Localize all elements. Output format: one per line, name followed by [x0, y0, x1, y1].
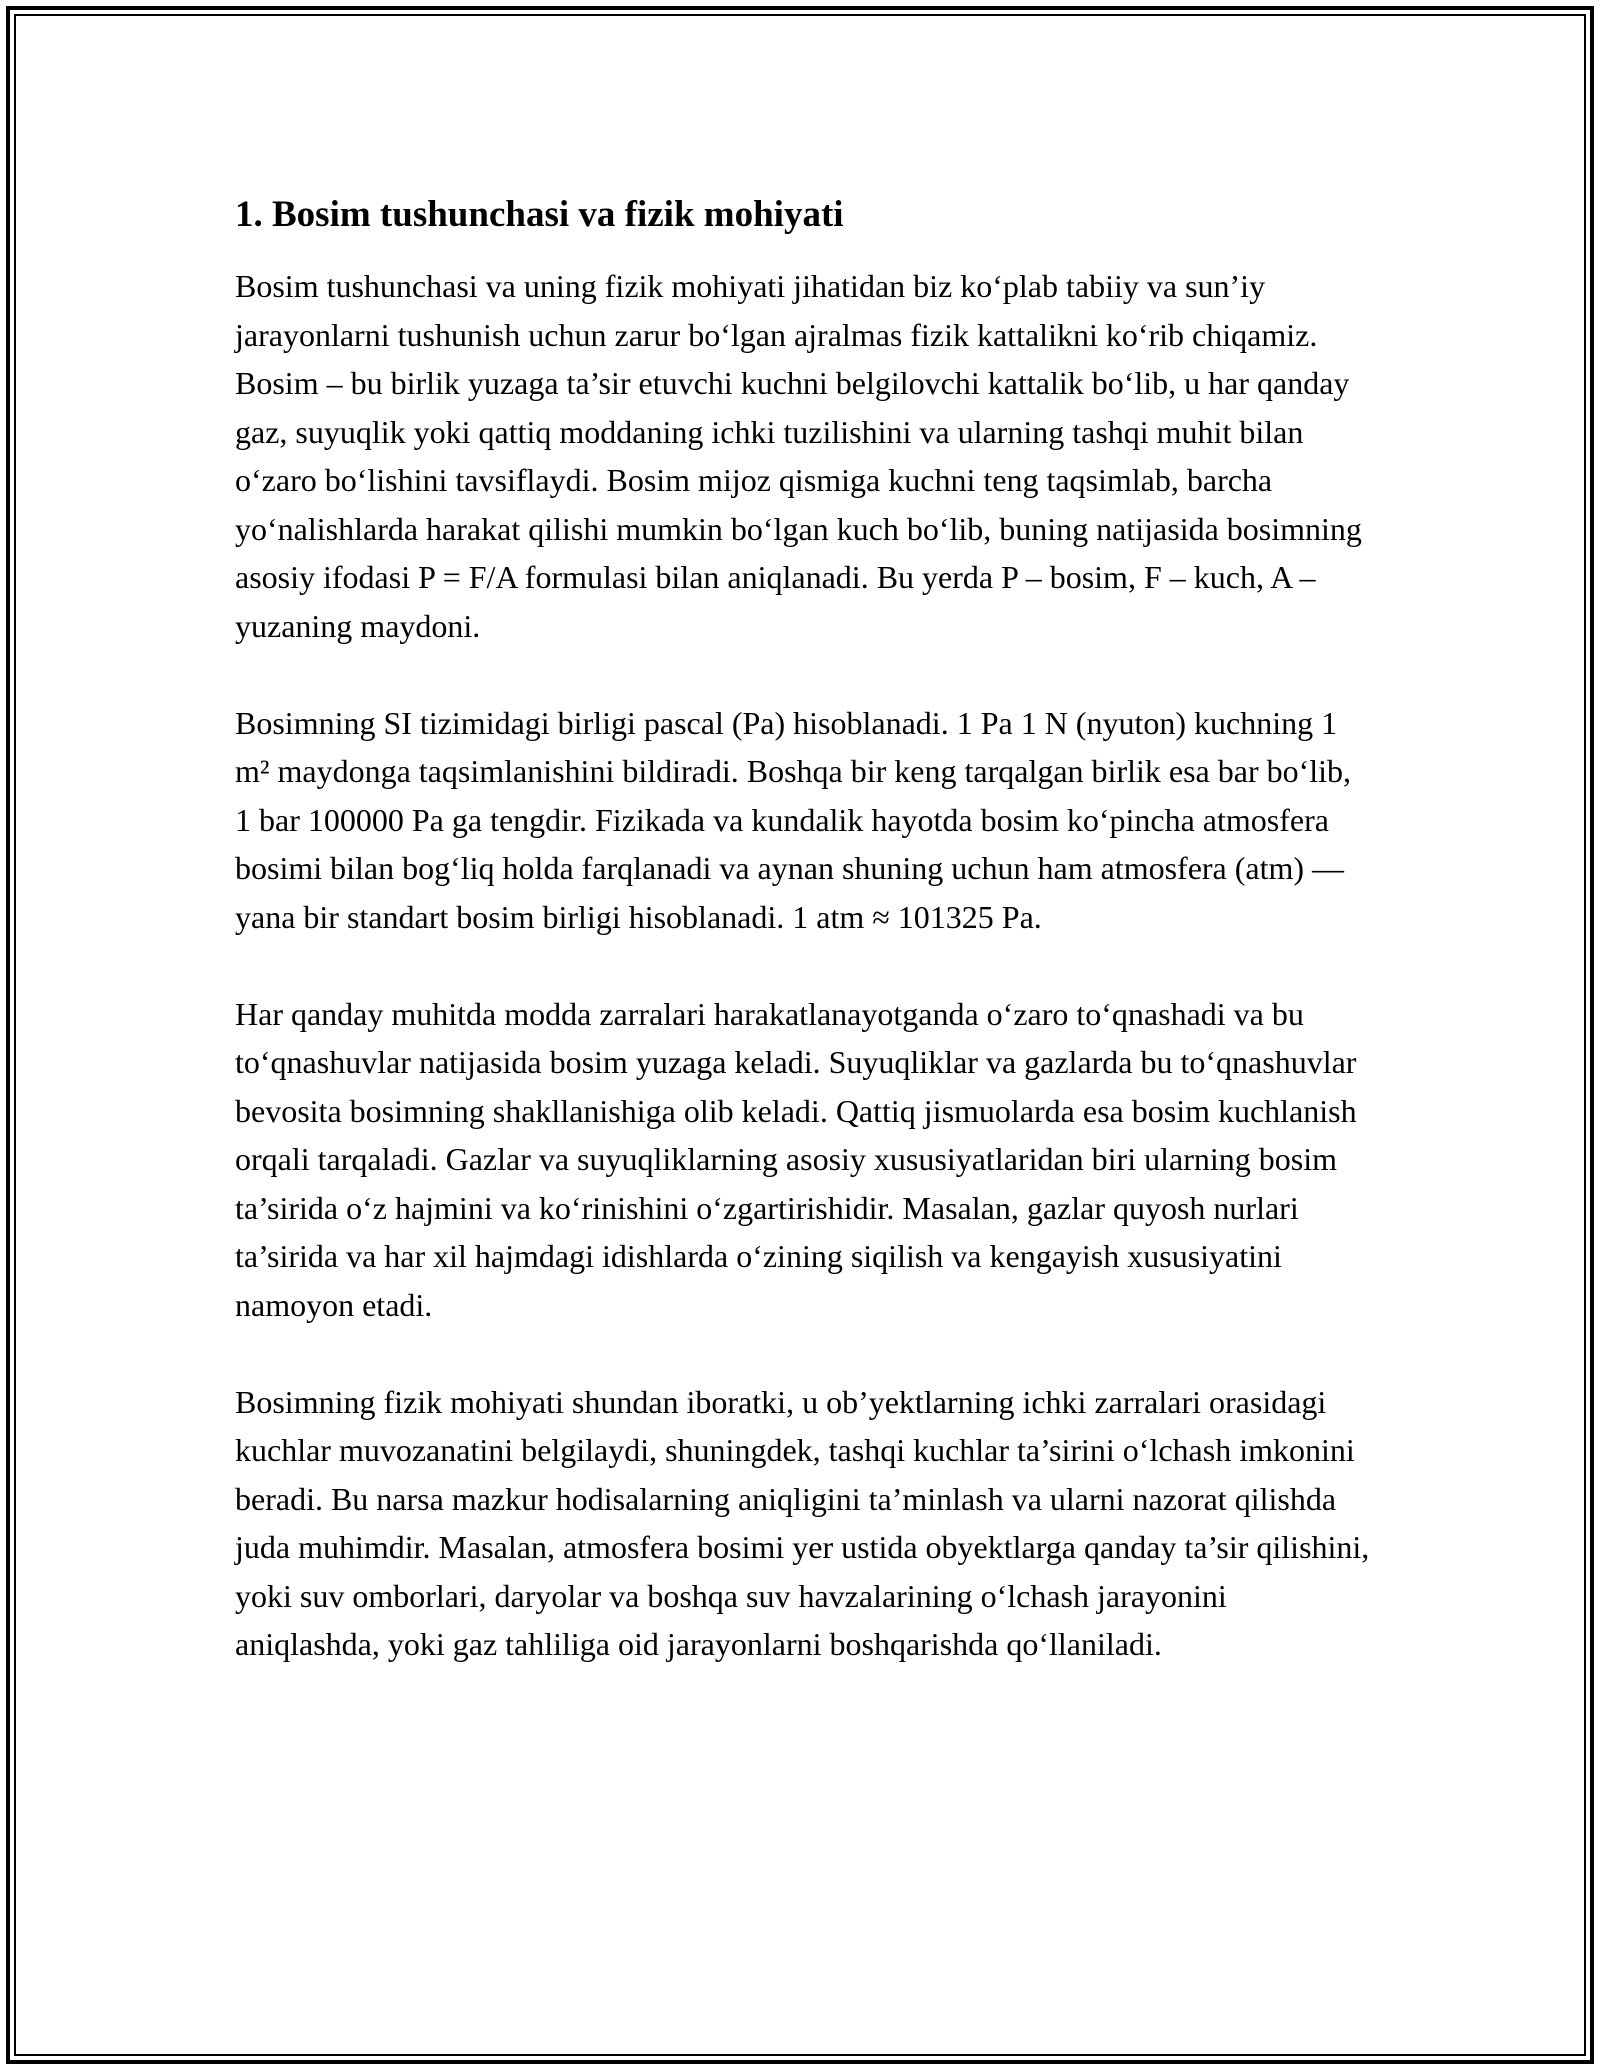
- paragraph-1: Bosim tushunchasi va uning fizik mohiyati jihatidan biz ko‘plab tabiiy va sun’iy jarayonlarni tushunish uchun zarur bo‘lgan ajralmas fizik kattalikni ko‘rib chiqamiz. Bosim – bu birlik yuzaga ta’sir etuvchi kuchni belgilovchi kattalik bo‘lib, u har qanday gaz, suyuqlik yoki qattiq moddaning ichki tuzilishini va ularning tashqi muhit bilan o‘zaro bo‘lishini tavsiflaydi. Bosim mijoz qismiga kuchni teng taqsimlab, barcha yo‘nalishlarda harakat qilishi mumkin bo‘lgan kuch bo‘lib, buning natijasida bosimning asosiy ifodasi P = F/A formulasi bilan aniqlanadi. Bu yerda P – bosim, F – kuch, A – yuzaning maydoni.: [235, 268, 1362, 644]
- paragraph-2: Bosimning SI tizimidagi birligi pascal (Pa) hisoblanadi. 1 Pa 1 N (nyuton) kuchning 1 m² maydonga taqsimlanishini bildiradi. Boshqa bir keng tarqalgan birlik esa bar bo‘lib, 1 bar 100000 Pa ga tengdir. Fizikada va kundalik hayotda bosim ko‘pincha atmosfera bosimi bilan bog‘liq holda farqlanadi va aynan shuning uchun ham atmosfera (atm) — yana bir standart bosim birligi hisoblanadi. 1 atm ≈ 101325 Pa.: [235, 704, 1352, 935]
- paragraph-4: Bosimning fizik mohiyati shundan iboratki, u ob’yektlarning ichki zarralari orasidagi kuchlar muvozanatini belgilaydi, shuningdek, tashqi kuchlar ta’sirini o‘lchash imkonini beradi. Bu narsa mazkur hodisalarning aniqligini ta’minlash va ularni nazorat qilishda juda muhimdir. Masalan, atmosfera bosimi yer ustida obyektlarga qanday ta’sir qilishini, yoki suv omborlari, daryolar va boshqa suv havzalarining o‘lchash jarayonini aniqlashda, yoki gaz tahliliga oid jarayonlarni boshqarishda qo‘llaniladi.: [235, 1383, 1370, 1662]
- document-body: [235, 188, 1375, 1669]
- paragraph-3: Har qanday muhitda modda zarralari harakatlanayotganda o‘zaro to‘qnashadi va bu to‘qnashuvlar natijasida bosim yuzaga keladi. Suyuqliklar va gazlarda bu to‘qnashuvlar bevosita bosimning shakllanishiga olib keladi. Qattiq jismuolarda esa bosim kuchlanish orqali tarqaladi. Gazlar va suyuqliklarning asosiy xususiyatlaridan biri ularning bosim ta’sirida o‘z hajmini va ko‘rinishini o‘zgartirishidir. Masalan, gazlar quyosh nurlari ta’sirida va har xil hajmdagi idishlarda o‘zining siqilish va kengayish xususiyatini namoyon etadi.: [235, 995, 1357, 1323]
- section-heading: 1. Bosim tushunchasi va fizik mohiyati: [235, 194, 844, 235]
